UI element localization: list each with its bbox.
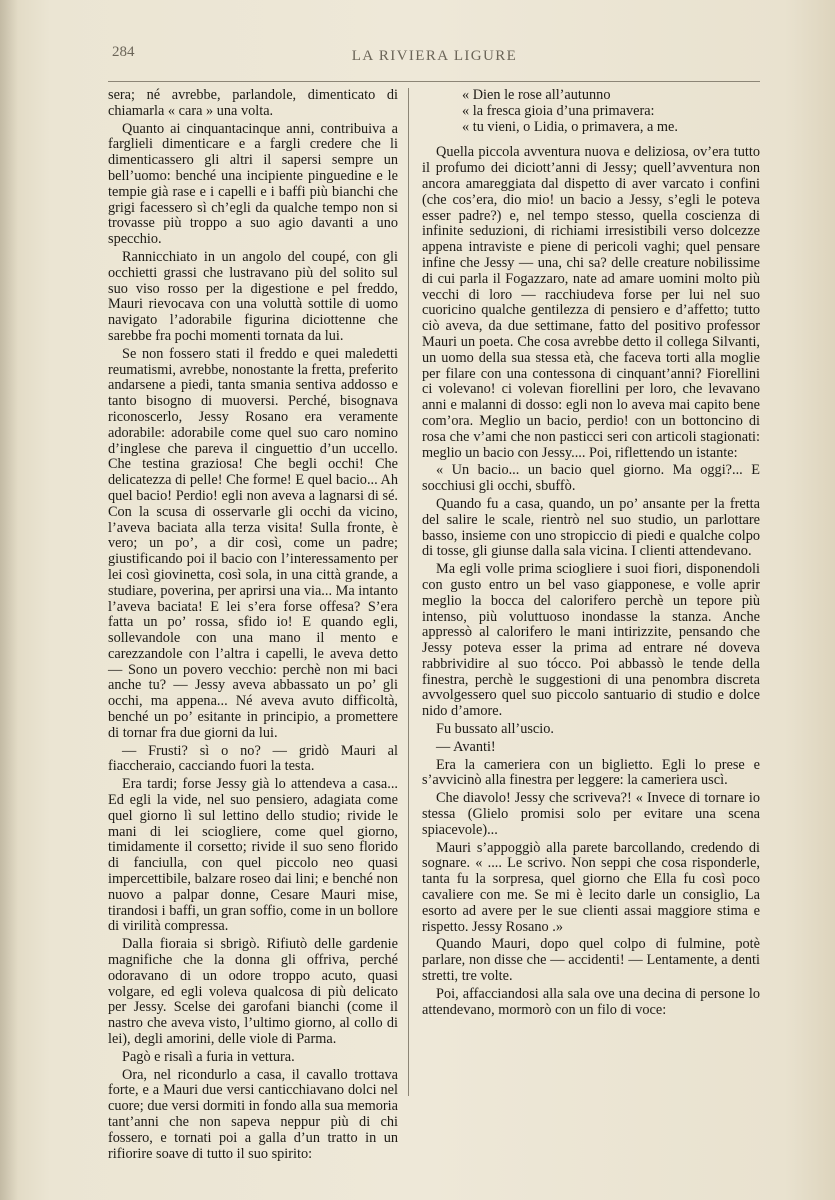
paragraph: « Un bacio... un bacio quel giorno. Ma oggi?... E socchiusi gli occhi, sbuffò. [422,462,760,495]
paragraph: Poi, affacciandosi alla sala ove una decina di persone lo attendevano, mormorò con un filo di voce: [422,985,760,1018]
left-column [108,88,398,1164]
verse-line: « tu vieni, o Lidia, o primavera, a me. [462,118,678,135]
paragraph: sera; né avrebbe, parlandole, dimenticato di chiamarla « cara » una volta. [108,87,398,119]
paragraph: — Frusti? sì o no? — gridò Mauri al fiaccheraio, cacciando fuori la testa. [108,742,398,775]
running-title: LA RIVIERA LIGURE [351,48,518,64]
paragraph: Quanto ai cinquantacinque anni, contribuiva a farglieli dimenticare e a fargli credere che li dimenticassero gli altri il sapersi sempre un bell’uomo: benché una incipiente pinguedine e le tempie già rase e i capelli e i baffi più bianchi che grigi facessero sì ch’egli da qualche tempo non si trovasse più troppo a suo agio davanti a uno specchio. [108,120,398,248]
paragraph: Pagò e risalì a furia in vettura. [122,1048,295,1065]
paragraph: Mauri s’appoggiò alla parete barcollando, credendo di sognare. « .... Le scrivo. Non seppi che cosa risponderle, tanta fu la sorpresa, quel giorno che Ella fu così poco cavaliere con me. Se mi è lecito darle un consiglio, La esorto ad avere per le sue clienti assai maggiore stima e rispetto. Jessy Rosano .» [422,839,760,935]
paragraph: Fu bussato all’uscio. [436,721,554,738]
paragraph: Che diavolo! Jessy che scriveva?! « Invece di tornare io stessa (Glielo promisi solo per evitare una scena spiacevole)... [422,790,760,838]
paragraph: Quella piccola avventura nuova e deliziosa, ov’era tutto il profumo dei diciott’anni di Jessy; quell’avventura non ancora amareggiata dal dispetto di aver varcato i confini (che cos’era, dio mio! un bacio a Jessy, s’egli le poteva esser padre?) e, nel tempo stesso, quella coscienza di infinite seduzioni, di richiami irresistibili verso dolcezze appena intraviste e piene di pericoli vaghi; quel pensare infine che Jessy — una, chi sa? delle creature nobilissime di cui parla il Fogazzaro, nate ad amare uomini molto più vecchi di loro — racchiudeva forse per lui nel suo cuoricino qualche gentilezza di pensiero e d’affetto; tutto ciò aveva, da due settimane, fatto del positivo professor Mauri un poeta. Che cosa avrebbe detto il collega Silvanti, un uomo della sua stessa età, che faceva torti alla moglie per filare con una contessona di cinquant’anni? Fiorellini ci volevano! ci volevan fiorellini per loro, che levavano anni e malanni di dosso: egli non lo aveva mai capito bene com’ora. Meglio un bacio, perdio! con un bottoncino di rosa che v’ami che non pasticci seri con articoli stagionati: meglio un bacio con Jessy.... Poi, riflettendo un istante: [422,144,760,461]
paragraph: Ma egli volle prima sciogliere i suoi fiori, disponendoli con gusto entro un bel vaso giapponese, e volle aprir meglio la bocca del calorifero perchè un tepore più intenso, più voluttuoso inondasse la stanza. Anche appressò al calorifero le mani intirizzite, pensando che Jessy poteva esser la prima ad entrare né doveva rabbrividire al suo tócco. Poi abbassò le tende della finestra, perchè le suggestioni di una penombra discreta avvolgessero quel suo piccolo santuario di studio e dolce nido d’amore. [422,561,760,720]
page-header [112,44,757,70]
column-divider [408,88,409,1096]
header-rule [108,81,760,82]
paragraph: Quando fu a casa, quando, un po’ ansante per la fretta del salire le scale, rientrò nel suo studio, un parlottare basso, insieme con uno stropiccio di piedi e qualche colpo di tosse, gli giunse dalla sala vicina. I clienti attendevano. [422,495,760,560]
paragraph: Era la cameriera con un biglietto. Egli lo prese e s’avvicinò alla finestra per leggere: la cameriera uscì. [422,756,760,789]
paragraph: Ora, nel ricondurlo a casa, il cavallo trottava forte, e a Mauri due versi canticchiavano dolci nel cuore; due versi dormiti in fondo alla sua memoria tant’anni che non sapeva neppur più di chi fossero, e tornati poi a galla d’un tratto in un rifiorire soave di tutto il suo spirito: [108,1066,398,1162]
right-column [422,88,760,1020]
verse-line: « Dien le rose all’autunno [462,87,611,103]
verse-line: « la fresca gioia d’una primavera: [462,102,655,119]
paragraph: Se non fossero stati il freddo e quei maledetti reumatismi, avrebbe, nonostante la fretta, preferito andarsene a piedi, tanta smania sentiva addosso e tanto bisogno di muoversi. Perché, bisognava riconoscerlo, Jessy Rosano era veramente adorabile: adorabile come quel suo caro nomino d’inglese che pareva il cinguettio d’un uccello. Che testina graziosa! Che begli occhi! Che delicatezza di pelle! Che forme! E quel bacio... Ah quel bacio! Perdio! egli non aveva a lagnarsi di sé. Con la scusa di osservarle gli occhi da vicino, l’aveva baciata alla terza visita! Sulla fronte, è vero; un po’, a dir così, come un padre; giustificando poi il bacio con l’interessamento per lei così giovinetta, così sola, in una città grande, a studiare, poverina, per aprirsi una via... Ma intanto l’aveva baciata! E lei s’era forse offesa? S’era fatta un po’ rossa, sfido io! E quando egli, sollevandole con una mano il mento e carezzandole con l’altra i capelli, le aveva detto — Sono un povero vecchio: perchè non mi baci anche tu? — Jessy aveva abbassato un po’ gli occhi, ma appena... Né aveva avuto difficoltà, benché un po’ esitante in principio, a promettere di tornar fra due giorni da lui. [108,345,398,741]
page-number: 284 [112,44,135,60]
paragraph: Era tardi; forse Jessy già lo attendeva a casa... Ed egli la vide, nel suo pensiero, adagiata come quel giorno lì sul lettino dello studio; rivide le mani di lei sciogliere, come quel giorno, timidamente il corsetto; rivide il suo seno florido di fanciulla, con quel piccolo neo quasi impercettibile, balzare roseo dai lini; e benché non nuovo a palpar donne, Cesare Mauri mise, tirandosi i baffi, un gran soffio, come in un bollore di virilità compressa. [108,776,398,935]
paragraph: — Avanti! [436,738,496,755]
paragraph: Dalla fioraia si sbrigò. Rifiutò delle gardenie magnifiche che la donna gli offriva, perché odoravano di un odore troppo acuto, quasi volgare, ed egli voleva qualcosa di più delicato per Jessy. Scelse dei garofani bianchi (come il nastro che aveva visto, l’ultimo giorno, al collo di lei), degli amorini, delle viole di Parma. [108,936,398,1048]
binding-shadow [0,0,18,1200]
paragraph: Quando Mauri, dopo quel colpo di fulmine, potè parlare, non disse che — accidenti! — Lentamente, a denti stretti, tre volte. [422,936,760,985]
paragraph: Rannicchiato in un angolo del coupé, con gli occhietti grassi che lustravano più del solito sul suo viso rosso per la digestione e pel freddo, Mauri rievocava con una voluttà sottile di uomo navigato l’adorabile figurina diciottenne che sarebbe fra pochi momenti tornata da lui. [108,248,398,344]
